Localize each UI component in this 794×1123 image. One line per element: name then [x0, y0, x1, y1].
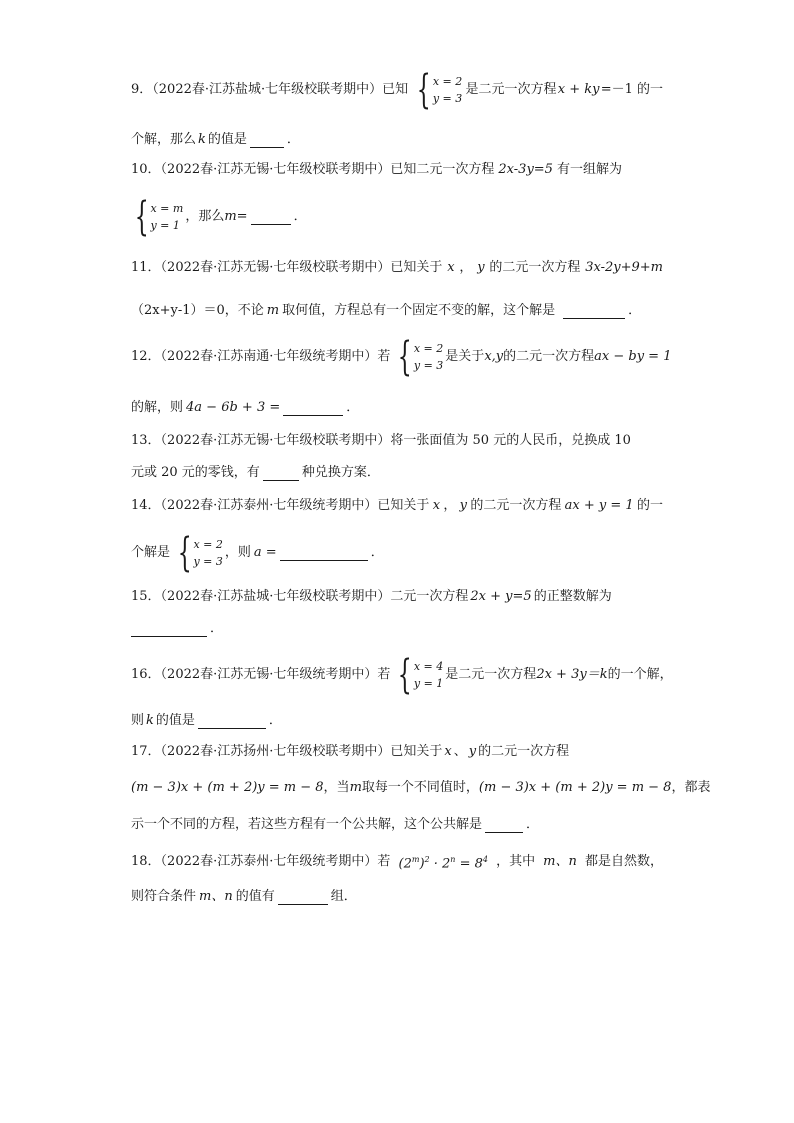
problem-16-line-2: 则 k 的值是 ．: [131, 713, 282, 728]
answer-blank[interactable]: [278, 890, 328, 905]
exponent-expression: $(2^m)^2 \cdot 2^n = 8^4$: [398, 854, 488, 872]
problem-9-line-1: 9．（2022春·江苏盐城·七年级校联考期中）已知 { x = 2 y = 3 是二元一次方程 x + ky =－1 的一: [131, 67, 663, 113]
answer-blank[interactable]: [280, 546, 368, 561]
system-row: y = 3: [432, 92, 463, 105]
equation-system: { x = 2 y = 3: [417, 67, 463, 113]
equation: (m − 3)x + (m + 2)y = m − 8: [478, 780, 672, 795]
problem-12-line-1: 12．（2022春·江苏南通·七年级统考期中）若 { x = 2 y = 3 是关于 x,y 的二元一次方程 ax − by = 1: [131, 334, 672, 380]
problem-12-line-2: 的解，则 4a − 6b + 3 = ．: [131, 398, 359, 418]
system-row: y = 1: [413, 677, 444, 690]
system-row: x = 2: [193, 538, 223, 551]
equation: (m − 3)x + (m + 2)y = m − 8: [131, 780, 324, 795]
problem-17-line-1: 17．（2022春·江苏扬州·七年级校联考期中）已知关于 x 、 y 的二元一次方程: [131, 744, 570, 759]
problem-13-line-1: 13．（2022春·江苏无锡·七年级校联考期中）将一张面值为 50 元的人民币，兑换成 10: [131, 433, 631, 448]
equation-system: { x = m y = 1: [134, 194, 184, 240]
problem-17-line-2: (m − 3)x + (m + 2)y = m − 8 ，当 m 取每一个不同值时， (m − 3)x + (m + 2)y = m − 8 ，都表: [131, 778, 663, 798]
equation: 2x-3y=5: [498, 162, 553, 177]
equation: 2x + 3y＝k: [536, 667, 608, 682]
system-row: y = 3: [413, 359, 444, 372]
system-row: x = 4: [413, 660, 444, 673]
problem-9-line-2: 个解，那么 k 的值是 ．: [131, 132, 300, 147]
system-row: y = 3: [193, 555, 223, 568]
problem-14-line-2: 个解是 { x = 2 y = 3 ，则 a = ．: [131, 530, 384, 576]
expression: 4a − 6b + 3 =: [186, 400, 281, 415]
problem-14-line-1: 14．（2022春·江苏泰州·七年级统考期中）已知关于 x ， y 的二元一次方程 ax + y = 1 的一: [131, 496, 663, 516]
problem-11-line-1: 11．（2022春·江苏无锡·七年级校联考期中）已知关于 x ， y 的二元一次方程 3x-2y+9+m: [131, 258, 663, 278]
equation: x + ky: [557, 82, 600, 97]
problem-11-line-2: （2x+y-1）＝0，不论 m 取何值，方程总有一个固定不变的解，这个解是 ．: [131, 303, 642, 318]
system-row: x = 2: [432, 75, 463, 88]
answer-blank[interactable]: [283, 401, 343, 416]
equation: ax − by = 1: [594, 349, 672, 364]
equation-system: { x = 4 y = 1: [398, 652, 444, 698]
answer-blank[interactable]: [250, 133, 284, 148]
equation-system: { x = 2 y = 3: [398, 334, 444, 380]
problem-10-line-1: 10．（2022春·江苏无锡·七年级校联考期中）已知二元一次方程 2x-3y=5 有一组解为: [131, 160, 622, 180]
problem-18-line-1: 18．（2022春·江苏泰州·七年级统考期中）若 $(2^m)^2 \cdot 2^n = 8^4$ ，其中 m、n 都是自然数，: [131, 852, 663, 872]
equation: 3x-2y+9+m: [585, 260, 663, 275]
problem-15-line-1: 15．（2022春·江苏盐城·七年级校联考期中）二元一次方程 2x + y=5 的正整数解为: [131, 587, 612, 607]
equation-system: { x = 2 y = 3: [177, 530, 223, 576]
system-row: x = m: [150, 202, 184, 215]
problem-10-line-2: { x = m y = 1 ，那么 m = ．: [131, 207, 307, 227]
system-row: x = 2: [413, 342, 444, 355]
problem-15-line-2: ．: [131, 619, 223, 639]
problem-17-line-3: 示一个不同的方程，若这些方程有一个公共解，这个公共解是 ．: [131, 817, 540, 832]
answer-blank[interactable]: [198, 714, 266, 729]
problem-13-line-2: 元或 20 元的零钱，有 种兑换方案．: [131, 465, 380, 480]
equation: ax + y = 1: [564, 498, 634, 513]
answer-blank[interactable]: [251, 210, 291, 225]
answer-blank[interactable]: [131, 622, 207, 637]
system-row: y = 1: [150, 219, 180, 232]
problem-16-line-1: 16．（2022春·江苏无锡·七年级统考期中）若 { x = 4 y = 1 是二元一次方程 2x + 3y＝k 的一个解，: [131, 652, 673, 698]
answer-blank[interactable]: [263, 466, 299, 481]
equation: 2x + y=5: [470, 589, 532, 604]
answer-blank[interactable]: [563, 304, 625, 319]
problem-18-line-2: 则符合条件 m、n 的值有 组．: [131, 889, 357, 904]
answer-blank[interactable]: [485, 818, 523, 833]
problem-9-source: 9．（2022春·江苏盐城·七年级校联考期中）已知: [131, 82, 409, 97]
